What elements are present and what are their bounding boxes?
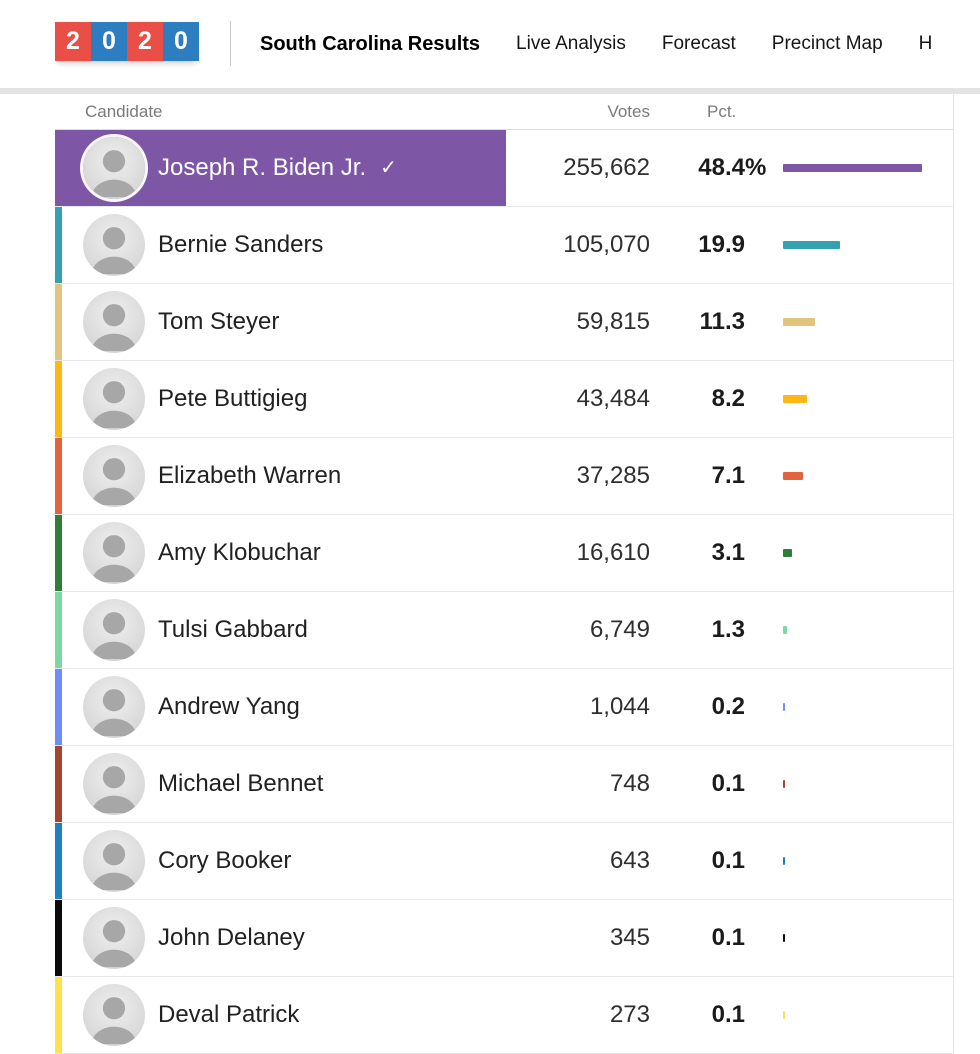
pct-number: 48.4: [698, 154, 745, 181]
pct-number: 3.1: [711, 539, 745, 566]
votes-value: 37,285: [576, 462, 650, 489]
candidate-name: [158, 462, 341, 490]
candidate-photo: [83, 445, 145, 507]
person-silhouette-icon: [83, 599, 145, 661]
table-row: [55, 361, 953, 438]
person-silhouette-icon: [83, 137, 145, 199]
table-row: [55, 823, 953, 900]
party-color-stripe: [55, 823, 62, 899]
candidate-name: [158, 693, 300, 721]
candidate-photo: [83, 214, 145, 276]
candidate-photo: [83, 676, 145, 738]
votes-value: 16,610: [576, 539, 650, 566]
party-color-stripe: [55, 900, 62, 976]
party-color-stripe: [55, 515, 62, 591]
votes-value: 345: [609, 924, 650, 951]
party-color-stripe: [55, 746, 62, 822]
header-divider: [230, 21, 231, 66]
primary-nav: [260, 0, 932, 88]
candidate-photo: [83, 137, 145, 199]
pct-bar: [783, 472, 803, 480]
candidate-name-text: Cory Booker: [158, 847, 292, 874]
pct-bar: [783, 395, 807, 403]
party-color-stripe: [55, 284, 62, 360]
pct-value: [700, 308, 745, 336]
table-row: [55, 284, 953, 361]
party-color-stripe: [55, 438, 62, 514]
pct-bar: [783, 318, 815, 326]
pct-value: [712, 847, 745, 875]
person-silhouette-icon: [83, 291, 145, 353]
candidate-name: [158, 308, 279, 336]
person-silhouette-icon: [83, 368, 145, 430]
nav-item[interactable]: Live Analysis: [516, 33, 626, 54]
pct-value: [712, 770, 745, 798]
pct-number: 0.1: [711, 847, 745, 874]
pct-value: [712, 1001, 745, 1029]
votes-value: 6,749: [589, 616, 650, 643]
candidate-name-text: Amy Klobuchar: [158, 539, 321, 566]
pct-value: [712, 539, 745, 567]
pct-number: 0.1: [711, 1001, 745, 1028]
nav-item[interactable]: Forecast: [661, 33, 736, 54]
column-header-candidate: Candidate: [85, 101, 163, 121]
logo-digit: 0: [91, 22, 127, 61]
candidate-name: [158, 539, 321, 567]
pct-value: [712, 924, 745, 952]
pct-bar: [783, 241, 840, 249]
pct-number: 19.9: [698, 231, 745, 258]
votes-value: 273: [609, 1001, 650, 1028]
person-silhouette-icon: [83, 830, 145, 892]
party-color-stripe: [55, 669, 62, 745]
candidate-photo: [83, 984, 145, 1046]
column-header-pct: Pct.: [707, 101, 737, 121]
table-row: [55, 592, 953, 669]
candidate-photo: [83, 830, 145, 892]
candidate-name-text: Pete Buttigieg: [158, 385, 308, 412]
party-color-stripe: [55, 977, 62, 1053]
candidate-name: [158, 847, 291, 875]
pct-number: 0.1: [711, 770, 745, 797]
logo-digit: 0: [163, 22, 199, 61]
person-silhouette-icon: [83, 984, 145, 1046]
candidate-name-text: Deval Patrick: [158, 1001, 300, 1028]
pct-value: [698, 231, 745, 259]
results-table-body: [55, 130, 953, 1054]
candidate-photo: [83, 753, 145, 815]
logo-2020[interactable]: [55, 22, 199, 61]
candidate-name: [158, 154, 397, 182]
candidate-name-text: Elizabeth Warren: [158, 462, 342, 489]
table-row: [55, 746, 953, 823]
table-row: [55, 669, 953, 746]
votes-value: 59,815: [576, 308, 650, 335]
votes-value: 43,484: [576, 385, 650, 412]
nav-item[interactable]: Precinct Map: [771, 33, 883, 54]
column-header-votes: Votes: [607, 101, 650, 121]
table-row: [55, 130, 953, 207]
candidate-name-text: Bernie Sanders: [158, 231, 324, 258]
person-silhouette-icon: [83, 445, 145, 507]
candidate-name: [158, 770, 323, 798]
results-table: [55, 94, 954, 1054]
candidate-name: [158, 385, 307, 413]
candidate-name: [158, 1001, 299, 1029]
pct-bar: [783, 703, 785, 711]
candidate-name-text: Andrew Yang: [158, 693, 300, 720]
pct-bar: [783, 934, 785, 942]
pct-number: 0.2: [711, 693, 745, 720]
pct-number: 11.3: [699, 308, 745, 335]
pct-value: [712, 462, 745, 490]
votes-value: 255,662: [563, 154, 650, 181]
pct-value: [712, 616, 745, 644]
site-header: [0, 0, 980, 88]
votes-value: 643: [609, 847, 650, 874]
pct-value: [698, 154, 767, 182]
person-silhouette-icon: [83, 214, 145, 276]
pct-number: 0.1: [711, 924, 745, 951]
nav-item[interactable]: H: [918, 33, 933, 54]
table-row: [55, 207, 953, 284]
pct-bar: [783, 626, 787, 634]
candidate-photo: [83, 522, 145, 584]
nav-item-south-carolina-results[interactable]: South Carolina Results: [260, 32, 481, 55]
table-row: [55, 515, 953, 592]
table-row: [55, 438, 953, 515]
votes-value: 105,070: [563, 231, 650, 258]
winner-check-icon: ✓: [380, 157, 397, 179]
person-silhouette-icon: [83, 753, 145, 815]
logo-digit: 2: [127, 22, 163, 61]
pct-bar: [783, 780, 785, 788]
candidate-name-text: Michael Bennet: [158, 770, 324, 797]
party-color-stripe: [55, 592, 62, 668]
person-silhouette-icon: [83, 907, 145, 969]
pct-value: [712, 385, 745, 413]
logo-digit: 2: [55, 22, 91, 61]
party-color-stripe: [55, 361, 62, 437]
person-silhouette-icon: [83, 522, 145, 584]
pct-value: [712, 693, 745, 721]
votes-value: 748: [609, 770, 650, 797]
pct-number: 8.2: [711, 385, 745, 412]
candidate-name: [158, 231, 323, 259]
pct-bar: [783, 857, 785, 865]
candidate-photo: [83, 599, 145, 661]
person-silhouette-icon: [83, 676, 145, 738]
pct-bar: [783, 164, 922, 172]
pct-number: 1.3: [711, 616, 745, 643]
candidate-name-text: Tulsi Gabbard: [158, 616, 308, 643]
party-color-stripe: [55, 207, 62, 283]
pct-suffix: %: [745, 154, 767, 181]
candidate-photo: [83, 291, 145, 353]
candidate-name-text: John Delaney: [158, 924, 305, 951]
candidate-name: [158, 924, 305, 952]
candidate-name-text: Joseph R. Biden Jr.: [158, 154, 367, 181]
pct-bar: [783, 549, 792, 557]
candidate-name-text: Tom Steyer: [158, 308, 280, 335]
pct-number: 7.1: [711, 462, 745, 489]
candidate-photo: [83, 368, 145, 430]
votes-value: 1,044: [589, 693, 650, 720]
candidate-photo: [83, 907, 145, 969]
table-row: [55, 900, 953, 977]
pct-bar: [783, 1011, 785, 1019]
candidate-name: [158, 616, 308, 644]
table-row: [55, 977, 953, 1054]
table-header-row: [55, 94, 953, 130]
